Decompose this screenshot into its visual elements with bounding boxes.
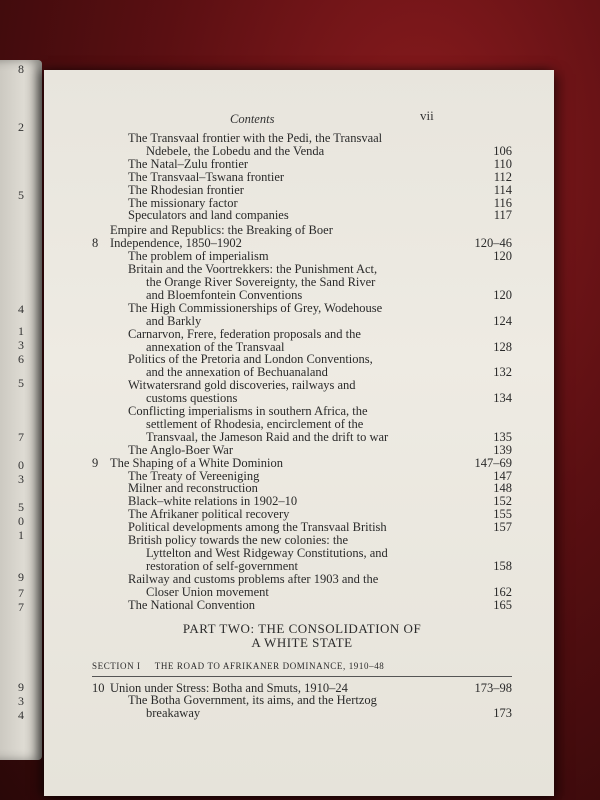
toc-entry-title-cont: annexation of the Transvaal [146, 339, 285, 354]
toc-entry-title-cont: Transvaal, the Jameson Raid and the drift to war [146, 429, 389, 444]
running-header: Contents [230, 112, 275, 126]
left-edge-number: 4 [18, 708, 24, 722]
chapter-pages: 120–46 [474, 236, 512, 251]
toc-entry-page: 165 [493, 597, 512, 612]
part-heading-line: PART TWO: THE CONSOLIDATION OF [182, 620, 422, 636]
toc-entry-page: 162 [493, 584, 512, 599]
toc-entry-title: British policy towards the new colonies: the [128, 533, 349, 548]
toc-entry [92, 171, 512, 184]
toc-entry [92, 379, 512, 405]
toc-entry-title: Black–white relations in 1902–10 [128, 494, 298, 509]
toc-entry-title-cont: customs questions [146, 391, 238, 406]
left-edge-number: 7 [18, 586, 24, 600]
chapter-pages: 173–98 [474, 680, 512, 695]
page-number: vii [420, 108, 434, 123]
toc-entry-page: 157 [493, 520, 512, 535]
chapter-heading-8 [92, 224, 512, 250]
chapter-title: Union under Stress: Botha and Smuts, 1910–24 [110, 680, 348, 695]
table-of-contents [92, 108, 512, 720]
left-edge-number: 8 [18, 62, 24, 76]
toc-entry [92, 405, 512, 444]
toc-entry-title: The National Convention [128, 597, 256, 612]
toc-entry-title: The missionary factor [128, 195, 238, 210]
toc-entry-page: 135 [493, 429, 512, 444]
toc-entry-page: 116 [493, 195, 512, 210]
toc-entry [92, 263, 512, 302]
left-edge-number: 5 [18, 188, 24, 202]
toc-entry-page: 112 [493, 169, 512, 184]
toc-entry-page: 173 [493, 706, 512, 721]
toc-entry-page: 110 [493, 156, 512, 171]
left-edge-number: 0 [18, 458, 24, 472]
toc-entry-page: 120 [493, 249, 512, 264]
left-page-edge [0, 60, 42, 760]
toc-entry-title-cont: and Bloemfontein Conventions [146, 287, 303, 302]
toc-entry-title: Milner and reconstruction [128, 481, 258, 496]
left-edge-number: 9 [18, 570, 24, 584]
toc-entry-title: Conflicting imperialisms in southern Africa, the [128, 404, 368, 419]
toc-entry-title-cont: settlement of Rhodesia, encirclement of the [146, 416, 364, 431]
toc-entry [92, 599, 512, 612]
toc-entry-title-cont: Ndebele, the Lobedu and the Venda [146, 143, 325, 158]
toc-entry-title: The Anglo-Boer War [128, 442, 233, 457]
chapter-title: The Shaping of a White Dominion [110, 455, 284, 470]
chapter-heading-9 [92, 457, 512, 470]
toc-entry [92, 534, 512, 573]
toc-entry-title: The Botha Government, its aims, and the Hertzog [128, 693, 377, 708]
toc-entry [92, 694, 512, 720]
toc-entry [92, 573, 512, 599]
toc-entry-page: 128 [493, 339, 512, 354]
left-edge-number: 3 [18, 472, 24, 486]
toc-entry-title: The High Commissionerships of Grey, Wodehouse [128, 300, 383, 315]
toc-entry-title: Railway and customs problems after 1903 and the [128, 571, 379, 586]
toc-entry-page: 147 [493, 468, 512, 483]
toc-entry [92, 132, 512, 158]
left-edge-number: 6 [18, 352, 24, 366]
chapter-number: 10 [92, 680, 105, 695]
toc-entry-title: Politics of the Pretoria and London Conventions, [128, 352, 373, 367]
toc-entry-page: 155 [493, 507, 512, 522]
left-edge-number: 2 [18, 120, 24, 134]
toc-entry-title: The Natal–Zulu frontier [128, 156, 249, 171]
toc-entry-title: Carnarvon, Frere, federation proposals and the [128, 326, 361, 341]
left-edge-number: 1 [18, 324, 24, 338]
toc-entry-title-cont: restoration of self-government [146, 558, 299, 573]
toc-entry-page: 134 [493, 391, 512, 406]
left-edge-number: 3 [18, 694, 24, 708]
chapter-number: 9 [92, 455, 99, 470]
toc-entry-page: 117 [493, 208, 512, 223]
part-heading-line: A WHITE STATE [251, 634, 353, 650]
toc-entry [92, 328, 512, 354]
toc-entry-page: 124 [493, 313, 512, 328]
toc-entry [92, 184, 512, 197]
left-edge-number: 7 [18, 430, 24, 444]
toc-entry-page: 132 [493, 365, 512, 380]
toc-entry-title-cont: and Barkly [146, 313, 202, 328]
left-edge-number: 5 [18, 376, 24, 390]
toc-entry-title: Political developments among the Transvaal British [128, 520, 387, 535]
toc-entry-page: 120 [493, 287, 512, 302]
left-edge-number: 5 [18, 500, 24, 514]
left-edge-number: 0 [18, 514, 24, 528]
toc-entry-title: The Rhodesian frontier [128, 182, 244, 197]
toc-entry [92, 158, 512, 171]
toc-entry-title-cont: and the annexation of Bechuanaland [146, 365, 328, 380]
left-edge-number: 1 [18, 528, 24, 542]
toc-entry-title-cont: the Orange River Sovereignty, the Sand River [146, 274, 376, 289]
left-edge-number: 9 [18, 680, 24, 694]
toc-entry-title: The problem of imperialism [128, 249, 269, 264]
toc-entry-title: The Afrikaner political recovery [128, 507, 290, 522]
toc-entry [92, 444, 512, 457]
toc-entry-title: The Transvaal–Tswana frontier [128, 169, 285, 184]
toc-entry-page: 106 [493, 143, 512, 158]
toc-entry [92, 353, 512, 379]
toc-entry-title: The Transvaal frontier with the Pedi, the Transvaal [128, 131, 383, 145]
left-edge-number: 7 [18, 600, 24, 614]
left-edge-number: 4 [18, 302, 24, 316]
toc-entry-title-cont: Lyttelton and West Ridgeway Constitutions, and [146, 546, 388, 560]
left-edge-number: 3 [18, 338, 24, 352]
toc-entry [92, 209, 512, 222]
toc-entry-title: Witwatersrand gold discoveries, railways and [128, 378, 356, 393]
chapter-pages: 147–69 [474, 455, 512, 470]
toc-entry-page: 158 [493, 558, 512, 573]
toc-entry-title-cont: Closer Union movement [146, 584, 269, 599]
toc-entry-title-cont: breakaway [146, 706, 201, 721]
chapter-number: 8 [92, 236, 99, 251]
toc-entry-title: Speculators and land companies [128, 208, 289, 223]
toc-entry-page: 152 [493, 494, 512, 509]
toc-entry-page: 148 [493, 481, 512, 496]
toc-entry-title: The Treaty of Vereeniging [128, 468, 260, 483]
section-heading: SECTION I THE ROAD TO AFRIKANER DOMINANCE, 1910–48 [92, 660, 512, 677]
part-heading [92, 622, 512, 650]
toc-entry [92, 302, 512, 328]
chapter-title-cont: Independence, 1850–1902 [110, 236, 242, 251]
toc-entry-page: 114 [493, 182, 512, 197]
chapter-title: Empire and Republics: the Breaking of Boer [110, 223, 333, 238]
toc-entry-page: 139 [493, 442, 512, 457]
toc-entry-title: Britain and the Voortrekkers: the Punishment Act, [128, 262, 378, 277]
